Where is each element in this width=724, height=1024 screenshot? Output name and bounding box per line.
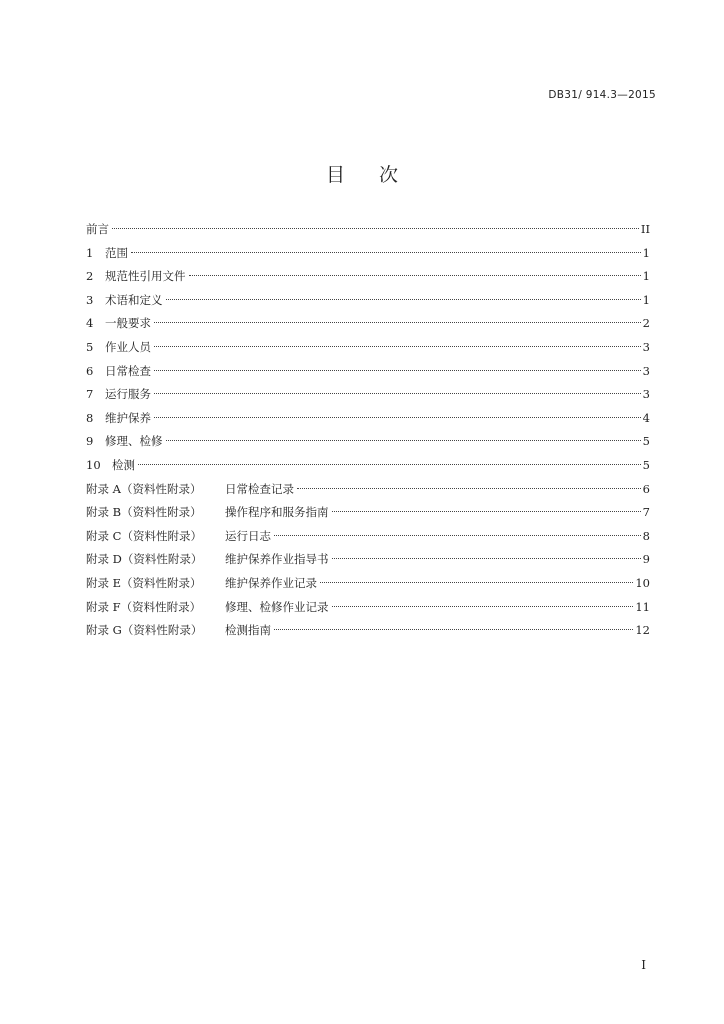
toc-entry-9[interactable] <box>86 430 650 454</box>
toc-entry-4[interactable] <box>86 312 650 336</box>
toc-entry-page: 9 <box>642 552 650 567</box>
toc-entry-title: 修理、检修作业记录 <box>225 599 329 614</box>
toc-entry-1[interactable] <box>86 242 650 266</box>
toc-entry-number: 8 <box>86 410 94 425</box>
toc-entry-page: 10 <box>635 575 650 590</box>
toc-entry-title: 维护保养 <box>105 410 151 425</box>
toc-entry-page: 3 <box>642 387 650 402</box>
toc-entry-number: 2 <box>86 269 94 284</box>
toc-entry-8[interactable] <box>86 407 650 431</box>
toc-entry-page: 2 <box>642 316 650 331</box>
toc-entry-title: 运行日志 <box>225 528 271 543</box>
toc-entry-page: 5 <box>642 434 650 449</box>
toc-entry-appendix-a[interactable] <box>86 478 650 502</box>
toc-entry-title: 前言 <box>86 222 109 236</box>
toc-entry-page: 1 <box>642 245 650 260</box>
toc-entry-2[interactable] <box>86 265 650 289</box>
toc-entry-number: 5 <box>86 339 94 354</box>
toc-entry-title: 修理、检修 <box>105 434 163 449</box>
toc-entry-appendix-d[interactable] <box>86 548 650 572</box>
toc-entry-6[interactable] <box>86 360 650 384</box>
toc-leader-dots <box>166 440 641 441</box>
toc-leader-dots <box>154 417 641 418</box>
toc-leader-dots <box>332 606 634 607</box>
toc-leader-dots <box>320 582 633 583</box>
toc-entry-page: II <box>640 222 650 236</box>
toc-entry-title: 作业人员 <box>105 339 151 354</box>
toc-appendix-label: 附录 G（资料性附录） <box>86 623 203 638</box>
title-char-2: 次 <box>379 164 399 186</box>
toc-entry-page: 4 <box>642 410 650 425</box>
toc-entry-page: 12 <box>635 623 650 638</box>
toc-entry-10[interactable] <box>86 454 650 478</box>
page-title <box>0 160 724 187</box>
toc-entry-appendix-g[interactable] <box>86 619 650 643</box>
toc-entry-title: 范围 <box>105 245 128 260</box>
toc-leader-dots <box>131 252 641 253</box>
toc-entry-page: 8 <box>642 528 650 543</box>
toc-leader-dots <box>274 629 633 630</box>
toc-entry-7[interactable] <box>86 383 650 407</box>
toc-entry-3[interactable] <box>86 289 650 313</box>
toc-entry-appendix-c[interactable] <box>86 525 650 549</box>
toc-entry-number: 10 <box>86 457 101 472</box>
toc-entry-title: 维护保养作业指导书 <box>225 552 329 567</box>
toc-entry-title: 维护保养作业记录 <box>225 575 317 590</box>
toc-entry-appendix-f[interactable] <box>86 596 650 620</box>
toc-entry-page: 11 <box>635 599 650 614</box>
toc-entry-title: 检测指南 <box>225 623 271 638</box>
toc-appendix-label: 附录 A（资料性附录） <box>86 481 202 496</box>
toc-entry-number: 9 <box>86 434 94 449</box>
toc-entry-page: 1 <box>642 292 650 307</box>
toc-entry-title: 一般要求 <box>105 316 151 331</box>
toc-leader-dots <box>332 558 641 559</box>
toc-appendix-label: 附录 F（资料性附录） <box>86 599 202 614</box>
toc-entry-foreword[interactable] <box>86 218 650 242</box>
toc-appendix-label: 附录 C（资料性附录） <box>86 528 202 543</box>
toc-leader-dots <box>189 275 641 276</box>
toc-entry-page: 3 <box>642 339 650 354</box>
toc-entry-number: 6 <box>86 363 94 378</box>
standard-code: DB31/ 914.3—2015 <box>548 89 656 101</box>
toc-entry-page: 5 <box>642 457 650 472</box>
toc-entry-title: 操作程序和服务指南 <box>225 505 329 520</box>
toc-entry-number: 3 <box>86 292 94 307</box>
toc-entry-page: 3 <box>642 363 650 378</box>
toc-leader-dots <box>154 322 641 323</box>
toc-leader-dots <box>154 346 641 347</box>
toc-entry-page: 6 <box>642 481 650 496</box>
toc-entry-title: 日常检查 <box>105 363 151 378</box>
toc-entry-number: 7 <box>86 387 94 402</box>
page-number: I <box>641 958 646 972</box>
toc-leader-dots <box>154 370 641 371</box>
toc-entry-title: 日常检查记录 <box>225 481 294 496</box>
toc-entry-appendix-e[interactable] <box>86 572 650 596</box>
toc-appendix-label: 附录 E（资料性附录） <box>86 575 202 590</box>
toc-entry-title: 检测 <box>112 457 135 472</box>
toc-entry-5[interactable] <box>86 336 650 360</box>
toc-entry-title: 规范性引用文件 <box>105 269 186 284</box>
toc-leader-dots <box>166 299 641 300</box>
toc-entry-title: 术语和定义 <box>105 292 163 307</box>
toc-leader-dots <box>332 511 641 512</box>
toc-leader-dots <box>274 535 641 536</box>
toc-leader-dots <box>297 488 641 489</box>
toc-appendix-label: 附录 B（资料性附录） <box>86 505 202 520</box>
table-of-contents <box>86 218 650 643</box>
toc-leader-dots <box>112 228 639 229</box>
toc-leader-dots <box>138 464 641 465</box>
toc-appendix-label: 附录 D（资料性附录） <box>86 552 203 567</box>
toc-entry-title: 运行服务 <box>105 387 151 402</box>
toc-entry-number: 1 <box>86 245 94 260</box>
toc-entry-page: 1 <box>642 269 650 284</box>
toc-entry-number: 4 <box>86 316 94 331</box>
title-char-1: 目 <box>325 164 345 186</box>
toc-entry-appendix-b[interactable] <box>86 501 650 525</box>
toc-entry-page: 7 <box>642 505 650 520</box>
toc-leader-dots <box>154 393 641 394</box>
